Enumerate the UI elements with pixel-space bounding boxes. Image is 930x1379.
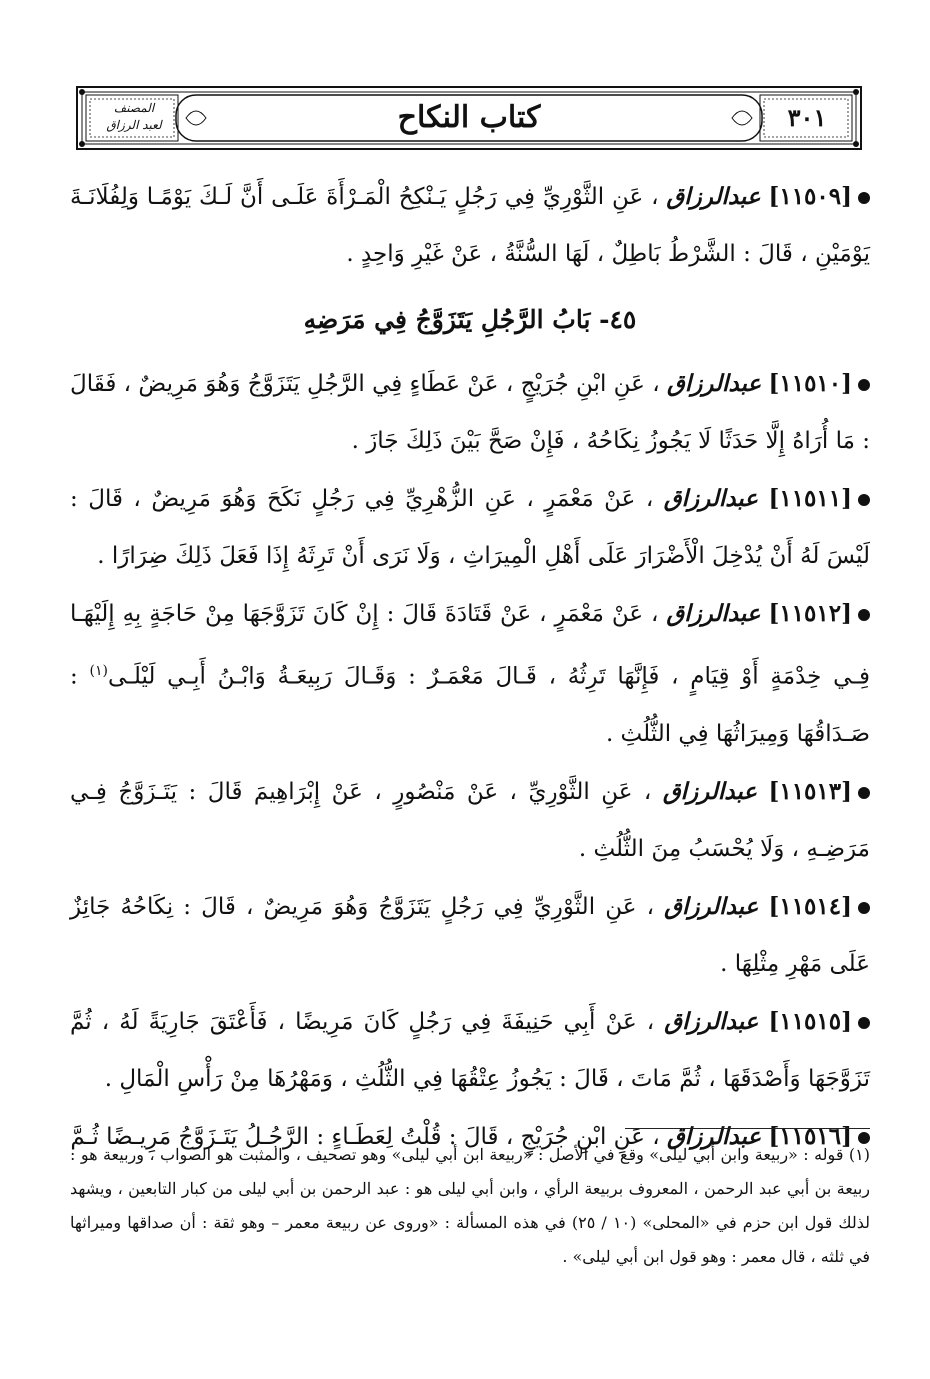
bullet-icon [858, 192, 870, 204]
entry-number: [١١٥١٥] [768, 1007, 853, 1035]
hadith-entry [70, 878, 870, 993]
entry-author: عبدالرزاق [663, 485, 758, 512]
entry-text-continued: : صَـدَاقُهَا وَمِيرَاثُهَا فِي الثُّلُثِ . [70, 663, 870, 747]
publisher-logo [92, 96, 176, 140]
entry-author: عبدالرزاق [664, 892, 759, 920]
hadith-entry [70, 585, 870, 763]
entry-text: ، عَنِ الثَّوْرِيِّ فِي رَجُلٍ يَتَزَوَّجُ وَهُوَ مَرِيضٌ ، قَالَ : نِكَاحُهُ جَائِزٌ عَلَى مَهْرِ مِثْلِهَا . [70, 893, 870, 977]
bullet-icon [858, 609, 870, 621]
divider-line [625, 1128, 870, 1129]
footnote: (١) قوله : «ربيعة وابن أبي ليلى» وقع في الأصل : «ربيعة ابن أبي ليلى» وهو تصحيف ، والمثبت هو الصواب ، وربيعة هو : ربيعة بن أبي عبد الرحمن ، المعروف بربيعة الرأي ، وابن أبي ليلى هو : عبد الرحمن بن أبي ليلى من كبار التابعين ، ويشهد لذلك قول ابن حزم في «المحلى» (١٠ / ٢٥) في هذه المسألة : «وروى عن ربيعة معمر – وهو ثقة : أن صداقها وميراثها في ثلثه ، قال معمر : وهو قول ابن أبي ليلى» . [70, 1145, 870, 1266]
bullet-icon [858, 494, 870, 506]
entry-number: [١١٥١٢] [768, 600, 852, 627]
running-title: كتاب النكاح [397, 100, 541, 135]
hadith-entry [70, 168, 870, 283]
entry-author: عبدالرزاق [666, 600, 761, 627]
entry-number: [١١٥١١] [768, 485, 853, 512]
hadith-entry [70, 470, 870, 585]
entry-number: [١١٥١٠] [768, 370, 853, 397]
entry-text: ، عَنْ مَعْمَرٍ ، عَنْ قَتَادَةَ قَالَ : إِنْ كَانَ تَزَوَّجَهَا مِنْ حَاجَةٍ بِهِ إِلَيْهَـا فِـي خِدْمَةٍ أَوْ قِيَامٍ ، فَإِنَّهَا تَرِثُهُ ، قَـالَ مَعْمَـرٌ : وَقَـالَ رَبِيعَـةُ وَابْـنُ أَبِـي لَيْلَـى [70, 601, 870, 690]
hadith-entry [70, 355, 870, 470]
entry-text: ، عَنِ الثَّوْرِيِّ ، عَنْ مَنْصُورٍ ، عَنْ إِبْرَاهِيمَ قَالَ : يَتَـزَوَّجُ فِـي مَرَضِـهِ ، وَلَا يُحْسَبُ مِنَ الثُّلُثِ . [70, 778, 870, 862]
page-number: ٣٠١ [787, 103, 827, 132]
entry-text: ، عَنِ الثَّوْرِيِّ فِي رَجُلٍ يَـنْكِحُ الْمَـرْأَةَ عَلَـى أَنَّ لَـكَ يَوْمًـا وَلِفُلَانَـةَ يَوْمَيْنِ ، قَالَ : الشَّرْطُ بَاطِلٌ ، لَهَا السُّنَّةُ ، عَنْ غَيْرِ وَاحِدٍ . [70, 184, 870, 267]
logo-line-1: المصنف [113, 101, 155, 115]
entry-text: ، عَنِ ابْنِ جُرَيْجٍ ، عَنْ عَطَاءٍ فِي الرَّجُلِ يَتَزَوَّجُ وَهُوَ مَرِيضٌ ، فَقَالَ : مَا أُرَاهُ إِلَّا حَدَثًا لَا يَجُوزُ نِكَاحُهُ ، فَإِنْ صَحَّ بَيْنَ ذَلِكَ جَازَ . [70, 371, 870, 454]
entry-author: عبدالرزاق [666, 183, 761, 210]
entry-text: ، عَنْ أَبِي حَنِيفَةَ فِي رَجُلٍ كَانَ مَرِيضًا ، فَأَعْتَقَ جَارِيَةً لَهُ ، ثُمَّ تَزَوَّجَهَا وَأَصْدَقَهَا ، ثُمَّ مَاتَ ، قَالَ : يَجُوزُ عِتْقُهَا فِي الثُّلُثِ ، وَمَهْرُهَا مِنْ رَأْسِ الْمَالِ . [70, 1008, 870, 1092]
entry-number: [١١٥١٦] [768, 1122, 852, 1150]
bullet-icon [858, 379, 870, 391]
entry-number: [١١٥٠٩] [768, 183, 853, 210]
bullet-icon [858, 1017, 870, 1029]
entry-number: [١١٥١٣] [768, 777, 853, 805]
chapter-title: ٤٥- بَابُ الرَّجُلِ يَتَزَوَّجُ فِي مَرَضِهِ [303, 305, 637, 334]
hadith-entry [70, 763, 870, 878]
entry-number: [١١٥١٤] [768, 892, 853, 920]
entry-author: عبدالرزاق [664, 1007, 759, 1035]
bullet-icon [858, 902, 870, 914]
logo-line-2: لعبد الرزاق [106, 118, 162, 132]
entry-author: عبدالرزاق [666, 1122, 762, 1150]
bullet-icon [858, 787, 870, 799]
page-header [76, 86, 862, 150]
main-text [70, 168, 870, 1166]
entry-text: ، عَنِ ابْنِ جُرَيْجٍ ، قَالَ : قُلْتُ لِعَطَـاءٍ : الرَّجُـلُ يَتَـزَوَّجُ مَرِيـضًا ثُـمَّ [70, 1123, 660, 1150]
entry-author: عبدالرزاق [666, 370, 762, 397]
entry-author: عبدالرزاق [662, 777, 757, 805]
hadith-entry [70, 993, 870, 1108]
entry-text: ، عَنْ مَعْمَرٍ ، عَنِ الزُّهْرِيِّ فِي رَجُلٍ نَكَحَ وَهُوَ مَرِيضٌ ، قَالَ : لَيْسَ لَهُ أَنْ يُدْخِلَ الْأَضْرَارَ عَلَى أَهْلِ الْمِيرَاثِ ، وَلَا نَرَى أَنْ تَرِثَهُ إِذَا فَعَلَ ذَلِكَ ضِرَارًا . [70, 486, 870, 569]
footnote-marker[interactable]: (١) [89, 663, 108, 679]
